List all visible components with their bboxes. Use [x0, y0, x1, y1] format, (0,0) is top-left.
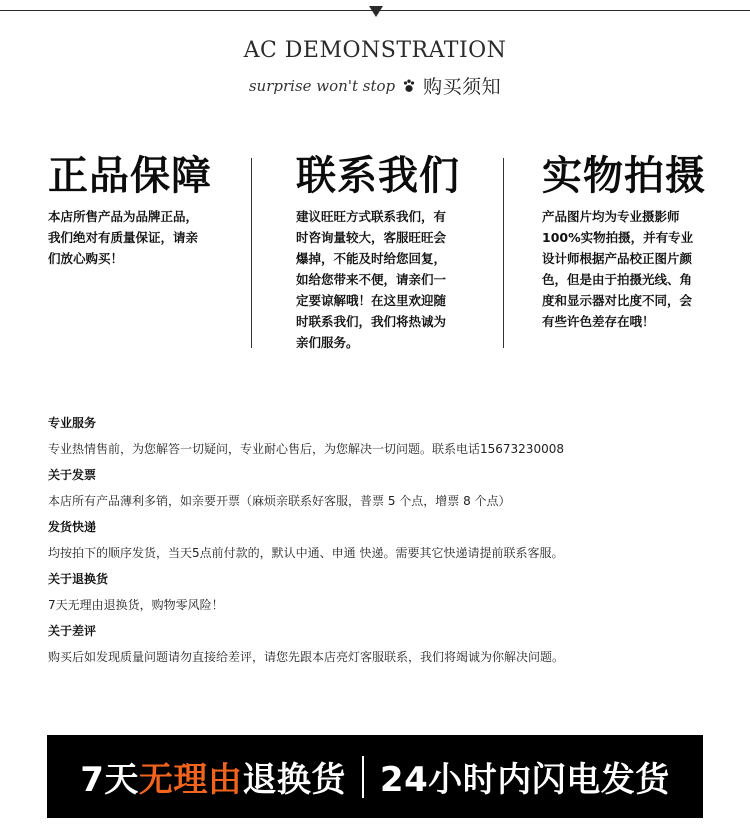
info-heading: 专业服务: [48, 416, 97, 430]
subtitle-row: [0, 72, 750, 99]
info-heading: 发货快递: [48, 520, 97, 534]
info-body: 本店所有产品薄利多销，如亲要开票（麻烦亲联系好客服，普票 5 个点，增票 8 个点）: [48, 494, 511, 508]
text-line: 时联系我们，我们将热诚为: [296, 314, 447, 329]
text-line: 色，但是由于拍摄光线、角: [542, 272, 693, 287]
guarantee-title: 正品保障: [48, 153, 212, 199]
contact-title: 联系我们: [296, 153, 460, 199]
guarantee-column: [48, 150, 238, 269]
column-divider: [251, 158, 252, 348]
info-heading: 关于发票: [48, 468, 97, 482]
chevron-down-icon: [369, 6, 383, 17]
text-line: 100%实物拍摄，并有专业: [542, 230, 694, 245]
paw-icon: [403, 79, 415, 93]
tagline: surprise won't stop: [248, 76, 396, 95]
info-body: 专业热情售前，为您解答一切疑问，专业耐心售后，为您解决一切问题。联系电话15673230008: [48, 442, 564, 456]
text-line: 本店所售产品为品牌正品，: [48, 209, 199, 224]
info-section: [48, 410, 708, 670]
text-line: 建议旺旺方式联系我们，有: [296, 209, 447, 224]
contact-column: [296, 150, 486, 353]
text-line: 定要谅解哦！在这里欢迎随: [296, 293, 447, 308]
text-line: 度和显示器对比度不同，会: [542, 293, 693, 308]
purchase-notice-title: 购买须知: [423, 76, 502, 98]
info-body: 均按拍下的顺序发货，当天5点前付款的，默认中通、申通 快递。需要其它快递请提前联系客服。: [48, 546, 564, 560]
photo-column: [542, 150, 732, 332]
photo-text: [542, 206, 732, 332]
text-line: 们放心购买！: [48, 251, 124, 266]
text-line: 亲们服务。: [296, 335, 359, 350]
banner-text-7days: 7天: [80, 760, 139, 800]
info-body: 购买后如发现质量问题请勿直接给差评，请您先跟本店亮灯客服联系，我们将竭诚为你解决问题。: [48, 650, 565, 664]
text-line: 时咨询量较大，客服旺旺会: [296, 230, 447, 245]
text-line: 产品图片均为专业摄影师: [542, 209, 680, 224]
photo-title: 实物拍摄: [542, 153, 706, 199]
banner-text-return: 退换货: [242, 760, 346, 800]
info-body: 7天无理由退换货，购物零风险！: [48, 598, 224, 612]
banner-highlight: 无理由: [138, 760, 243, 800]
text-line: 我们绝对有质量保证，请亲: [48, 230, 199, 245]
guarantee-text: [48, 206, 238, 269]
text-line: 如给您带来不便，请亲们一: [296, 272, 447, 287]
info-heading: 关于退换货: [48, 572, 109, 586]
banner-text-shipping: 24小时内闪电发货: [379, 760, 670, 800]
text-line: 爆掉，不能及时给您回复，: [296, 251, 447, 266]
text-line: 设计师根据产品校正图片颜: [542, 251, 693, 266]
promo-banner: [47, 735, 703, 818]
info-heading: 关于差评: [48, 624, 97, 638]
contact-text: [296, 206, 486, 353]
banner-divider: [362, 756, 364, 798]
text-line: 有些许色差存在哦！: [542, 314, 655, 329]
column-divider: [503, 158, 504, 348]
brand-title: AC DEMONSTRATION: [243, 38, 507, 63]
